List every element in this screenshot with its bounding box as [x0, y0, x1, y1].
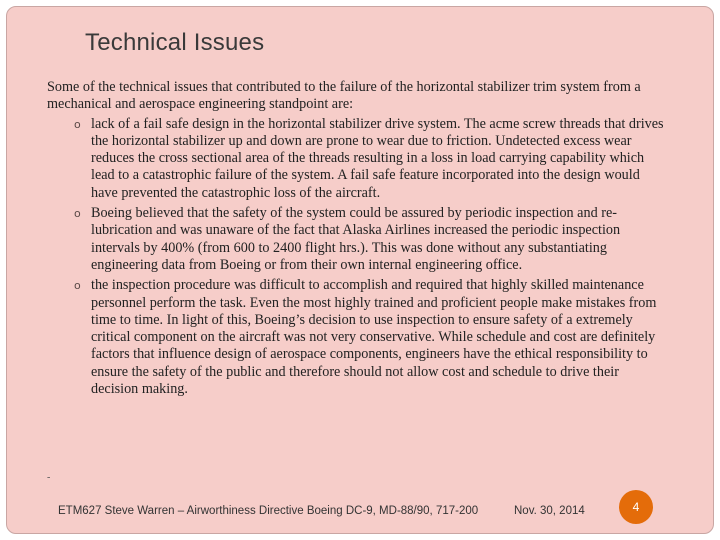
hollow-circle-bullet-icon: o — [74, 207, 81, 221]
intro-paragraph: Some of the technical issues that contributed to the failure of the horizontal stabilizer trim system from a mechanical and aerospace engineering standpoint are: — [47, 79, 641, 113]
footer-text: ETM627 Steve Warren – Airworthiness Directive Boeing DC-9, MD-88/90, 717-200 — [58, 505, 479, 517]
bullet-text: Boeing believed that the safety of the system could be assured by periodic inspection and re-lubrication and was unaware of the fact that Alaska Airlines increased the periodic inspection intervals by 400% (from 600 to 2400 flight hrs.). This was done without any substantiating engineering data from Boeing or from their own internal engineering office. — [91, 205, 621, 273]
bullet-item — [47, 116, 667, 202]
trailing-dash: - — [47, 472, 51, 483]
hollow-circle-bullet-icon: o — [74, 117, 81, 131]
bullet-text: the inspection procedure was difficult to accomplish and required that highly skilled maintenance personnel perform the task. Even the most highly trained and proficient people make mistakes from time to time. In light of this, Boeing’s decision to use inspection to ensure safety of a extremely critical component on the aircraft was not very conservative. While schedule and cost are definitely factors that influence design of aerospace components, engineers have the ethical responsibility to ensure the safety of the public and therefore should not allow cost and schedule to drive their decision making. — [91, 277, 657, 398]
slide-body — [47, 79, 667, 401]
hollow-circle-bullet-icon: o — [74, 279, 81, 293]
bullet-item — [47, 205, 667, 274]
page-number-badge: 4 — [619, 490, 653, 524]
bullet-list — [47, 116, 667, 399]
slide-title: Technical Issues — [85, 29, 265, 56]
footer-date: Nov. 30, 2014 — [514, 505, 585, 517]
bullet-item — [47, 277, 667, 398]
bullet-text: lack of a fail safe design in the horizontal stabilizer drive system. The acme screw threads that drives the horizontal stabilizer up and down are prone to wear due to friction. Undetected excess wear reduces the cross sectional area of the threads resulting in a loss in load carrying capability which lead to a catastrophic failure of the system. A fail safe feature incorporated into the design would have prevented the catastrophic loss of the aircraft. — [91, 115, 664, 201]
